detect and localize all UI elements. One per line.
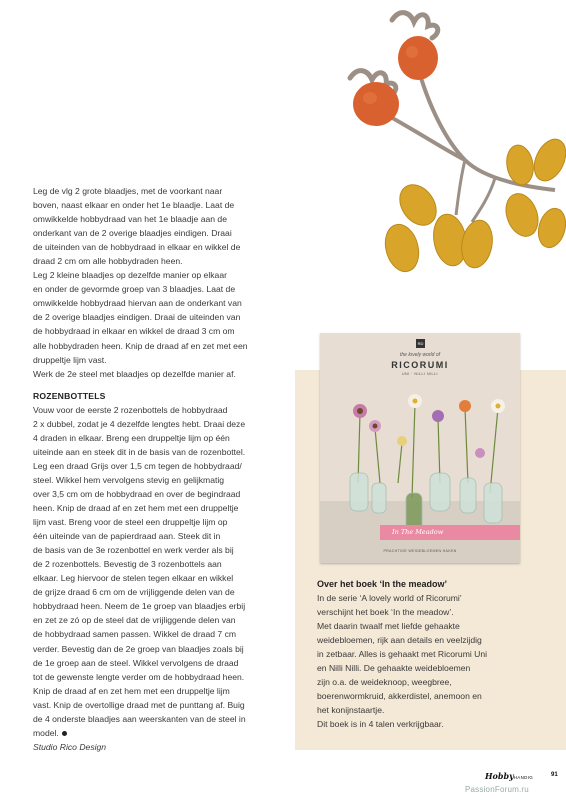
body-line: de grijze draad 6 cm om de vrijliggende delen van de	[33, 587, 235, 598]
last-line-text: model.	[33, 727, 59, 738]
book-line: in zetbaar. Alles is gehaakt met Ricorumi Uni	[317, 649, 488, 660]
body-line: heen. Knip de draad af en zet hem met een druppeltje	[33, 503, 239, 514]
body-line: Knip de draad af en zet hem met een druppeltje lijm	[33, 685, 230, 696]
body-line: één uiteinde van de papierdraad aan. Steek dit in	[33, 531, 221, 542]
intro-line: de 2 overige blaadjes eindigen. Draai de uiteinden van	[33, 312, 241, 323]
book-line: en Nilli Nilli. De gehaakte weidebloemen	[317, 663, 471, 674]
book-description	[317, 577, 547, 732]
end-bullet-icon	[62, 731, 67, 736]
article-column	[33, 184, 293, 754]
intro-line: druppeltje lijm vast.	[33, 354, 107, 365]
cover-ribbon-title: In The Meadow	[380, 525, 520, 540]
intro-line: Leg de vlg 2 grote blaadjes, met de voorkant naar	[33, 186, 223, 196]
intro-line: omwikkelde hobbydraad hiervan aan de onderkant van	[33, 298, 242, 309]
intro-line: Werk de 2e steel met blaadjes op dezelfde manier af.	[33, 368, 236, 379]
body-line: uiteinde aan en steek dit in de basis van de rozenbottel.	[33, 446, 246, 457]
body-line: over 3,5 cm om de hobbydraad en over de begindraad	[33, 488, 241, 499]
intro-line: draad 2 cm om alle hobbydraden heen.	[33, 256, 183, 267]
intro-line: de uiteinden van de hobbydraad in elkaar en wikkel de	[33, 242, 241, 253]
book-line: het konijnstaartje.	[317, 705, 385, 716]
body-line: elkaar. Leg hiervoor de stelen tegen elkaar en wikkel	[33, 573, 234, 584]
cover-bottom-line: PRACHTIGE WEIDEBLOEMEN HAKEN	[383, 549, 457, 553]
site-watermark: PassionForum.ru	[465, 785, 529, 794]
intro-line: Leg 2 kleine blaadjes op dezelfde manier op elkaar	[33, 270, 227, 281]
book-heading: Over het boek ‘In the meadow’	[317, 579, 448, 589]
cover-title: RICORUMI	[391, 360, 449, 370]
body-line: de basis van de 3e rozenbottel en werk verder als bij	[33, 545, 234, 556]
intro-line: boven, naast elkaar en onder het 1e blaadje. Laat de	[33, 200, 235, 211]
body-line: de hobbydraad samen passen. Wikkel de draad 7 cm	[33, 629, 237, 640]
body-line: lijm vast. Breng voor de steel een druppeltje lijm op	[33, 517, 228, 528]
intro-line: omwikkelde hobbydraad van het 1e blaadje aan de	[33, 214, 227, 225]
brand-name: Hobby	[485, 771, 514, 781]
body-line: vast. Knip de overtollige draad met de punttang af. Buig	[33, 699, 245, 710]
book-cover-image	[320, 333, 520, 563]
body-line: steel. Wikkel hem vervolgens stevig en gelijkmatig	[33, 474, 225, 485]
book-line: weidebloemen, rijk aan details en veelzijdig	[317, 635, 482, 646]
intro-line: alle hobbydraden heen. Knip de draad af en zet met een	[33, 340, 248, 351]
book-line: Dit boek is in 4 talen verkrijgbaar.	[317, 719, 444, 730]
book-line: In de serie ‘A lovely world of Ricorumi’	[317, 593, 462, 604]
book-line: zijn o.a. de weideknoop, weegbree,	[317, 677, 452, 688]
body-line: de 1e groep aan de steel. Wikkel vervolgens de draad	[33, 657, 239, 668]
intro-line: en onder de gevormde groep van 3 blaadjes. Laat de	[33, 284, 236, 295]
book-line: Met daarin twaalf met liefde gehaakte	[317, 621, 460, 632]
publisher-logo: RD	[417, 341, 424, 346]
body-line: de 4 onderste blaadjes aan weerskanten van de steel in	[33, 713, 246, 724]
book-line: boerenwormkruid, akkerdistel, anemoon en	[317, 691, 482, 702]
page-number: 91	[551, 772, 558, 778]
body-line: tot de gewenste lengte verder om de hobbydraad heen.	[33, 671, 245, 682]
section-heading: ROZENBOTTELS	[33, 390, 106, 401]
magazine-logo	[485, 771, 533, 781]
body-line: en zet ze zó op de steel dat de vrijliggende delen van	[33, 615, 236, 626]
cover-yarn-line: UNI · NILLI NILLI	[401, 372, 439, 376]
brand-small: HANDIG	[513, 775, 534, 780]
intro-line: de hobbydraad in elkaar en wikkel de draad 3 cm om	[33, 326, 235, 337]
body-line: Leg een draad Grijs over 1,5 cm tegen de hobbydraad/	[33, 460, 242, 471]
body-last-line	[33, 726, 293, 740]
intro-line: onderkant van de 2 overige blaadjes eindigen. Draai	[33, 228, 232, 239]
rosehip-illustration	[330, 0, 566, 300]
body-line: verder. Bevestig dan de 2e groep van blaadjes zoals bij	[33, 643, 244, 654]
body-line: hobbydraad heen. Neem de 1e groep van blaadjes erbij	[33, 601, 246, 612]
body-line: 2 x dubbel, zodat je 4 dezelfde lengtes hebt. Draai deze	[33, 418, 246, 429]
body-line: Vouw voor de eerste 2 rozenbottels de hobbydraad	[33, 404, 228, 415]
book-line: verschijnt het boek ‘In the meadow’.	[317, 607, 454, 618]
cover-subtitle: the lovely world of	[399, 352, 441, 358]
body-line: 4 draden in elkaar. Breng een druppeltje lijm op één	[33, 432, 230, 443]
body-line: de 2 rozenbottels. Bevestig de 3 rozenbottels aan	[33, 559, 222, 570]
design-credit: Studio Rico Design	[33, 741, 107, 752]
